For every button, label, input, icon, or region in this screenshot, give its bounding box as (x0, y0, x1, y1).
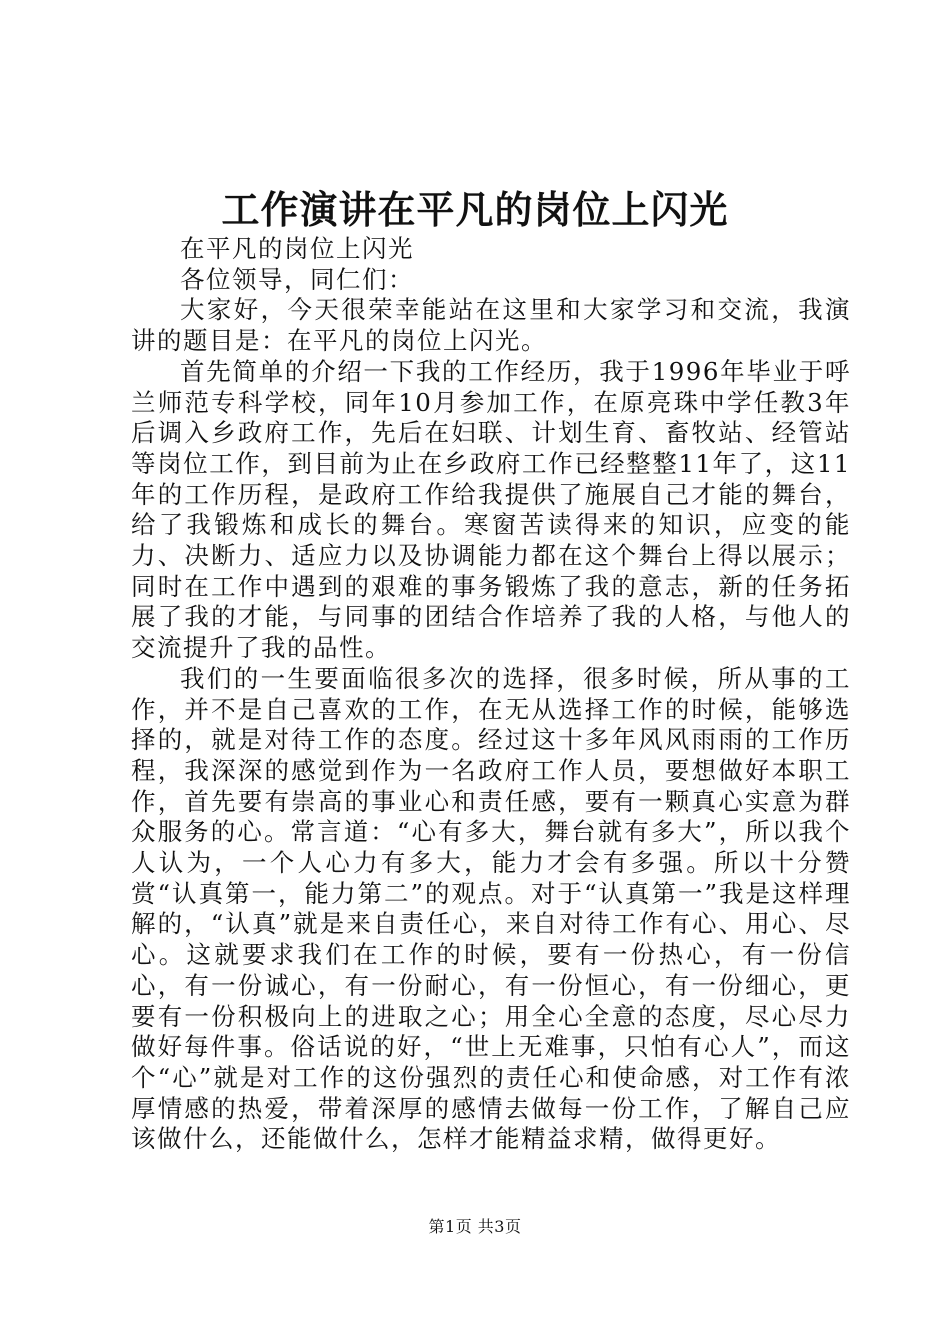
paragraph-salutation: 各位领导，同仁们： (180, 264, 414, 294)
paragraph-subtitle: 在平凡的岗位上闪光 (180, 234, 414, 263)
document-body (131, 234, 851, 1155)
document-title: 工作演讲在平凡的岗位上闪光 (221, 187, 729, 232)
paragraph-work-attitude: 我们的一生要面临很多次的选择，很多时候，所从事的工作，并不是自己喜欢的工作，在无从选择工作的时候，能够选择的，就是对待工作的态度。经过这十多年风风雨雨的工作历程，我深深的感觉到作为一名政府工作人员，要想做好本职工作，首先要有崇高的事业心和责任感，要有一颗真心实意为群众服务的心。常言道：“心有多大，舞台就有多大”，所以我个人认为，一个人心力有多大，能力才会有多强。所以十分赞赏“认真第一，能力第二”的观点。对于“认真第一”我是这样理解的，“认真”就是来自责任心，来自对待工作有心、用心、尽心。这就要求我们在工作的时候，要有一份热心，有一份信心，有一份诚心，有一份耐心，有一份恒心，有一份细心，更要有一份积极向上的进取之心；用全心全意的态度，尽心尽力做好每件事。俗话说的好，“世上无难事，只怕有心人”，而这个“心”就是对工作的这份强烈的责任心和使命感，对工作有浓厚情感的热爱，带着深厚的感情去做每一份工作，了解自己应该做什么，还能做什么，怎样才能精益求精，做得更好。 (131, 663, 851, 1154)
page-number-footer: 第1页 共3页 (428, 1217, 522, 1236)
paragraph-greeting: 大家好，今天很荣幸能站在这里和大家学习和交流，我演讲的题目是：在平凡的岗位上闪光。 (131, 295, 851, 356)
paragraph-work-experience: 首先简单的介绍一下我的工作经历，我于1996年毕业于呼兰师范专科学校，同年10月参加工作，在原亮珠中学任教3年后调入乡政府工作，先后在妇联、计划生育、畜牧站、经管站等岗位工作，到目前为止在乡政府工作已经整整11年了，这11年的工作历程，是政府工作给我提供了施展自己才能的舞台，给了我锻炼和成长的舞台。寒窗苦读得来的知识，应变的能力、决断力、适应力以及协调能力都在这个舞台上得以展示；同时在工作中遇到的艰难的事务锻炼了我的意志，新的任务拓展了我的才能，与同事的团结合作培养了我的人格，与他人的交流提升了我的品性。 (131, 356, 851, 663)
